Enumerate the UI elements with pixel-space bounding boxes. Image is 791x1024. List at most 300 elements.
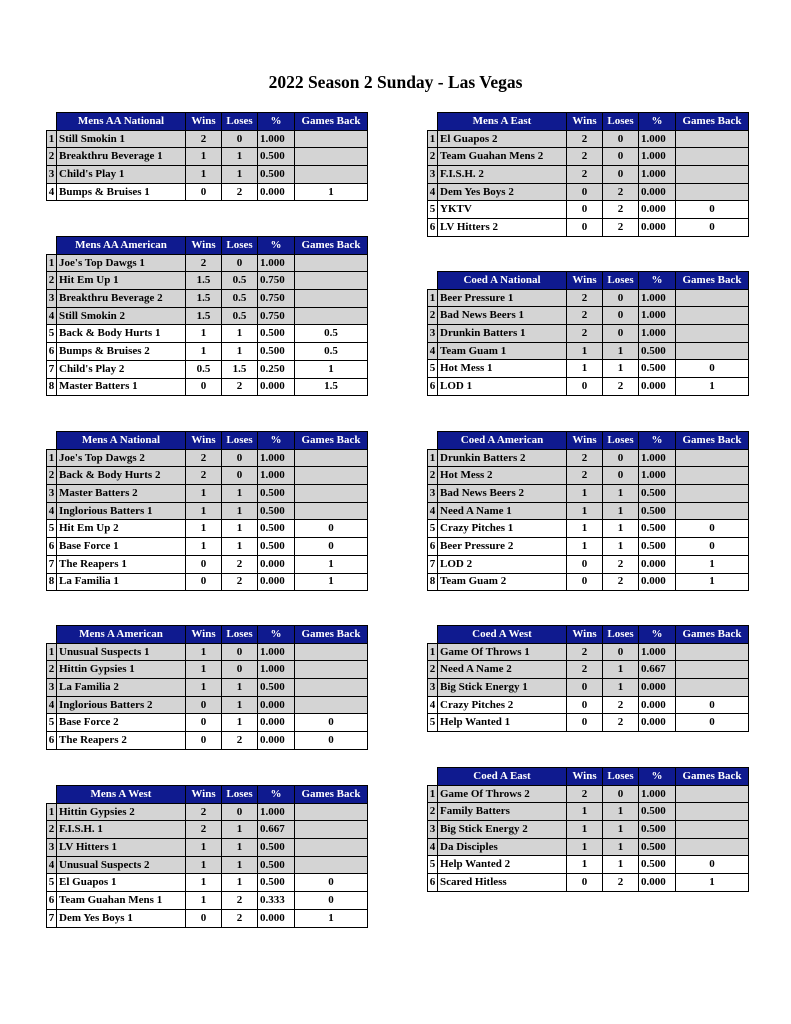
team-name: Back & Body Hurts 1 bbox=[57, 325, 186, 343]
rank-cell: 6 bbox=[428, 219, 438, 237]
wins-header: Wins bbox=[567, 113, 603, 131]
wins-cell: 1 bbox=[567, 821, 603, 839]
pct-cell: 0.500 bbox=[639, 342, 676, 360]
rank-cell: 5 bbox=[47, 325, 57, 343]
rank-cell: 7 bbox=[47, 555, 57, 573]
wins-cell: 0 bbox=[567, 874, 603, 892]
header-blank bbox=[47, 626, 57, 644]
wins-cell: 2 bbox=[186, 803, 222, 821]
games-back-cell: 0 bbox=[295, 874, 368, 892]
rank-cell: 3 bbox=[428, 821, 438, 839]
table-row bbox=[428, 130, 749, 148]
table-row bbox=[47, 573, 368, 591]
loses-cell: 2 bbox=[222, 573, 258, 591]
pct-header: % bbox=[639, 272, 676, 290]
team-name: Team Guam 1 bbox=[438, 342, 567, 360]
table-row bbox=[428, 679, 749, 697]
team-name: Bad News Beers 1 bbox=[438, 307, 567, 325]
wins-cell: 1 bbox=[567, 342, 603, 360]
pct-cell: 0.500 bbox=[639, 821, 676, 839]
games-back-cell: 1 bbox=[295, 573, 368, 591]
games-back-cell bbox=[676, 785, 749, 803]
games-back-header: Games Back bbox=[295, 113, 368, 131]
loses-cell: 0 bbox=[603, 785, 639, 803]
table-row bbox=[47, 166, 368, 184]
games-back-cell bbox=[295, 290, 368, 308]
loses-cell: 1 bbox=[603, 538, 639, 556]
table-row bbox=[47, 714, 368, 732]
team-name: Team Guahan Mens 2 bbox=[438, 148, 567, 166]
standings-table bbox=[46, 236, 368, 396]
loses-cell: 1 bbox=[603, 838, 639, 856]
team-name: Hittin Gypsies 2 bbox=[57, 803, 186, 821]
wins-cell: 1.5 bbox=[186, 272, 222, 290]
table-row bbox=[47, 467, 368, 485]
team-name: Dem Yes Boys 2 bbox=[438, 183, 567, 201]
table-row bbox=[428, 785, 749, 803]
pct-cell: 0.000 bbox=[639, 696, 676, 714]
rank-cell: 1 bbox=[47, 449, 57, 467]
wins-cell: 0 bbox=[186, 732, 222, 750]
loses-header: Loses bbox=[222, 786, 258, 804]
pct-cell: 1.000 bbox=[639, 325, 676, 343]
team-name: Beer Pressure 1 bbox=[438, 289, 567, 307]
wins-cell: 0 bbox=[567, 201, 603, 219]
games-back-cell bbox=[295, 856, 368, 874]
loses-cell: 1 bbox=[603, 360, 639, 378]
wins-header: Wins bbox=[186, 432, 222, 450]
loses-cell: 1 bbox=[222, 166, 258, 184]
team-name: Child's Play 2 bbox=[57, 360, 186, 378]
wins-cell: 2 bbox=[567, 289, 603, 307]
games-back-cell bbox=[295, 643, 368, 661]
wins-cell: 1 bbox=[186, 148, 222, 166]
games-back-cell: 1 bbox=[676, 573, 749, 591]
pct-header: % bbox=[258, 786, 295, 804]
loses-header: Loses bbox=[603, 626, 639, 644]
header-blank bbox=[428, 626, 438, 644]
pct-cell: 1.000 bbox=[258, 803, 295, 821]
games-back-cell bbox=[676, 342, 749, 360]
pct-cell: 0.000 bbox=[639, 679, 676, 697]
rank-cell: 6 bbox=[47, 892, 57, 910]
rank-cell: 3 bbox=[428, 325, 438, 343]
team-name: Game Of Throws 2 bbox=[438, 785, 567, 803]
loses-cell: 0.5 bbox=[222, 290, 258, 308]
table-row bbox=[47, 538, 368, 556]
games-back-cell: 0.5 bbox=[295, 325, 368, 343]
standings-table bbox=[427, 271, 749, 396]
pct-cell: 0.667 bbox=[258, 821, 295, 839]
wins-cell: 2 bbox=[186, 130, 222, 148]
wins-cell: 0 bbox=[567, 378, 603, 396]
wins-cell: 2 bbox=[567, 130, 603, 148]
loses-cell: 1 bbox=[222, 696, 258, 714]
loses-cell: 1 bbox=[222, 821, 258, 839]
pct-cell: 0.500 bbox=[639, 538, 676, 556]
pct-cell: 1.000 bbox=[639, 307, 676, 325]
pct-cell: 0.500 bbox=[258, 148, 295, 166]
loses-cell: 2 bbox=[603, 219, 639, 237]
wins-cell: 0 bbox=[186, 183, 222, 201]
pct-cell: 1.000 bbox=[639, 785, 676, 803]
loses-cell: 2 bbox=[603, 183, 639, 201]
pct-cell: 0.500 bbox=[639, 856, 676, 874]
rank-cell: 1 bbox=[428, 130, 438, 148]
table-row bbox=[47, 892, 368, 910]
loses-cell: 2 bbox=[603, 696, 639, 714]
games-back-cell: 1 bbox=[295, 555, 368, 573]
wins-header: Wins bbox=[567, 768, 603, 786]
loses-cell: 1 bbox=[222, 520, 258, 538]
wins-cell: 0 bbox=[567, 714, 603, 732]
loses-cell: 2 bbox=[603, 201, 639, 219]
table-row bbox=[428, 360, 749, 378]
games-back-cell bbox=[295, 130, 368, 148]
table-header bbox=[47, 626, 368, 644]
loses-header: Loses bbox=[603, 432, 639, 450]
pct-header: % bbox=[258, 626, 295, 644]
pct-cell: 1.000 bbox=[639, 289, 676, 307]
games-back-cell bbox=[676, 679, 749, 697]
standings-table bbox=[427, 431, 749, 591]
rank-cell: 7 bbox=[47, 909, 57, 927]
wins-header: Wins bbox=[567, 272, 603, 290]
team-name: Child's Play 1 bbox=[57, 166, 186, 184]
wins-header: Wins bbox=[186, 237, 222, 255]
games-back-cell: 0 bbox=[676, 219, 749, 237]
games-back-cell: 1 bbox=[676, 555, 749, 573]
games-back-cell: 1 bbox=[295, 360, 368, 378]
pct-cell: 1.000 bbox=[258, 467, 295, 485]
table-row bbox=[47, 148, 368, 166]
pct-header: % bbox=[258, 237, 295, 255]
pct-cell: 0.250 bbox=[258, 360, 295, 378]
loses-cell: 0 bbox=[222, 130, 258, 148]
loses-cell: 0 bbox=[603, 166, 639, 184]
team-name: La Familia 1 bbox=[57, 573, 186, 591]
wins-cell: 0 bbox=[186, 909, 222, 927]
table-row bbox=[428, 201, 749, 219]
pct-cell: 1.000 bbox=[258, 130, 295, 148]
header-blank bbox=[47, 786, 57, 804]
games-back-cell: 0 bbox=[295, 732, 368, 750]
games-back-cell: 1 bbox=[676, 874, 749, 892]
header-blank bbox=[47, 113, 57, 131]
wins-cell: 1 bbox=[186, 343, 222, 361]
rank-cell: 2 bbox=[428, 307, 438, 325]
rank-cell: 4 bbox=[47, 183, 57, 201]
loses-cell: 1 bbox=[603, 856, 639, 874]
rank-cell: 2 bbox=[428, 148, 438, 166]
table-header bbox=[47, 786, 368, 804]
games-back-cell: 0.5 bbox=[295, 343, 368, 361]
wins-cell: 0 bbox=[567, 219, 603, 237]
team-name: Beer Pressure 2 bbox=[438, 538, 567, 556]
loses-cell: 1 bbox=[222, 538, 258, 556]
rank-cell: 5 bbox=[47, 714, 57, 732]
pct-cell: 0.500 bbox=[258, 502, 295, 520]
wins-cell: 0 bbox=[567, 679, 603, 697]
table-header bbox=[428, 272, 749, 290]
table-row bbox=[428, 449, 749, 467]
rank-cell: 4 bbox=[428, 696, 438, 714]
loses-header: Loses bbox=[222, 113, 258, 131]
team-name: Back & Body Hurts 2 bbox=[57, 467, 186, 485]
games-back-cell: 0 bbox=[676, 714, 749, 732]
games-back-cell bbox=[676, 821, 749, 839]
games-back-cell: 0 bbox=[676, 201, 749, 219]
header-blank bbox=[428, 768, 438, 786]
rank-cell: 4 bbox=[428, 838, 438, 856]
pct-cell: 0.500 bbox=[639, 485, 676, 503]
rank-cell: 5 bbox=[428, 856, 438, 874]
games-back-cell: 0 bbox=[676, 538, 749, 556]
pct-cell: 0.000 bbox=[258, 573, 295, 591]
wins-cell: 1 bbox=[186, 166, 222, 184]
rank-cell: 5 bbox=[47, 874, 57, 892]
games-back-cell: 0 bbox=[295, 714, 368, 732]
wins-cell: 2 bbox=[186, 821, 222, 839]
games-back-cell bbox=[295, 803, 368, 821]
pct-cell: 1.000 bbox=[258, 449, 295, 467]
table-row bbox=[47, 307, 368, 325]
loses-cell: 1 bbox=[222, 325, 258, 343]
loses-cell: 1 bbox=[222, 856, 258, 874]
games-back-header: Games Back bbox=[295, 626, 368, 644]
table-row bbox=[428, 838, 749, 856]
wins-cell: 2 bbox=[567, 467, 603, 485]
pct-cell: 0.750 bbox=[258, 272, 295, 290]
games-back-cell bbox=[676, 803, 749, 821]
pct-cell: 0.000 bbox=[639, 219, 676, 237]
team-name: Scared Hitless bbox=[438, 874, 567, 892]
loses-cell: 1 bbox=[222, 343, 258, 361]
wins-cell: 1 bbox=[186, 856, 222, 874]
loses-cell: 2 bbox=[603, 573, 639, 591]
rank-cell: 6 bbox=[428, 378, 438, 396]
games-back-cell bbox=[676, 838, 749, 856]
games-back-header: Games Back bbox=[295, 432, 368, 450]
pct-cell: 0.500 bbox=[639, 838, 676, 856]
table-row bbox=[428, 219, 749, 237]
rank-cell: 3 bbox=[428, 679, 438, 697]
table-row bbox=[47, 661, 368, 679]
table-row bbox=[428, 661, 749, 679]
wins-cell: 1 bbox=[186, 485, 222, 503]
rank-cell: 4 bbox=[428, 342, 438, 360]
team-name: Family Batters bbox=[438, 803, 567, 821]
team-name: Team Guam 2 bbox=[438, 573, 567, 591]
rank-cell: 1 bbox=[47, 643, 57, 661]
team-name: The Reapers 2 bbox=[57, 732, 186, 750]
team-name: Still Smokin 2 bbox=[57, 307, 186, 325]
pct-cell: 1.000 bbox=[639, 148, 676, 166]
games-back-cell: 0 bbox=[295, 520, 368, 538]
pct-cell: 0.000 bbox=[639, 378, 676, 396]
rank-cell: 3 bbox=[428, 166, 438, 184]
team-name: Crazy Pitches 2 bbox=[438, 696, 567, 714]
table-header bbox=[428, 626, 749, 644]
table-row bbox=[47, 325, 368, 343]
loses-cell: 1 bbox=[222, 714, 258, 732]
wins-cell: 2 bbox=[567, 148, 603, 166]
loses-cell: 0 bbox=[603, 130, 639, 148]
team-name: Inglorious Batters 1 bbox=[57, 502, 186, 520]
pct-cell: 1.000 bbox=[258, 643, 295, 661]
wins-cell: 0.5 bbox=[186, 360, 222, 378]
rank-cell: 2 bbox=[428, 661, 438, 679]
wins-cell: 2 bbox=[567, 643, 603, 661]
wins-cell: 1 bbox=[567, 485, 603, 503]
rank-cell: 2 bbox=[47, 821, 57, 839]
games-back-header: Games Back bbox=[676, 432, 749, 450]
games-back-header: Games Back bbox=[676, 768, 749, 786]
pct-cell: 1.000 bbox=[639, 166, 676, 184]
wins-cell: 2 bbox=[186, 449, 222, 467]
team-name: Unusual Suspects 1 bbox=[57, 643, 186, 661]
games-back-cell bbox=[295, 148, 368, 166]
table-header bbox=[428, 768, 749, 786]
loses-cell: 1 bbox=[222, 679, 258, 697]
rank-cell: 8 bbox=[47, 378, 57, 396]
division-name: Mens A West bbox=[57, 786, 186, 804]
games-back-cell bbox=[295, 502, 368, 520]
team-name: Hit Em Up 2 bbox=[57, 520, 186, 538]
loses-header: Loses bbox=[222, 432, 258, 450]
team-name: El Guapos 1 bbox=[57, 874, 186, 892]
pct-cell: 0.000 bbox=[639, 555, 676, 573]
rank-cell: 4 bbox=[428, 502, 438, 520]
games-back-cell bbox=[676, 307, 749, 325]
wins-cell: 1 bbox=[186, 502, 222, 520]
loses-cell: 2 bbox=[222, 555, 258, 573]
table-row bbox=[47, 272, 368, 290]
pct-header: % bbox=[639, 113, 676, 131]
table-row bbox=[428, 555, 749, 573]
games-back-cell bbox=[676, 502, 749, 520]
loses-cell: 0 bbox=[603, 325, 639, 343]
standings-table bbox=[427, 112, 749, 237]
wins-cell: 1 bbox=[567, 803, 603, 821]
games-back-cell bbox=[295, 272, 368, 290]
games-back-cell: 0 bbox=[676, 360, 749, 378]
rank-cell: 2 bbox=[47, 467, 57, 485]
table-header bbox=[47, 113, 368, 131]
pct-cell: 0.500 bbox=[258, 679, 295, 697]
games-back-cell: 1.5 bbox=[295, 378, 368, 396]
rank-cell: 8 bbox=[428, 573, 438, 591]
games-back-cell: 0 bbox=[295, 892, 368, 910]
table-row bbox=[428, 166, 749, 184]
loses-cell: 2 bbox=[222, 732, 258, 750]
rank-cell: 1 bbox=[428, 785, 438, 803]
team-name: LV Hitters 2 bbox=[438, 219, 567, 237]
loses-header: Loses bbox=[603, 272, 639, 290]
rank-cell: 2 bbox=[47, 148, 57, 166]
pct-cell: 0.500 bbox=[258, 325, 295, 343]
loses-header: Loses bbox=[222, 626, 258, 644]
team-name: YKTV bbox=[438, 201, 567, 219]
table-row bbox=[47, 378, 368, 396]
team-name: Da Disciples bbox=[438, 838, 567, 856]
rank-cell: 3 bbox=[47, 839, 57, 857]
loses-cell: 1 bbox=[603, 821, 639, 839]
table-row bbox=[428, 289, 749, 307]
pct-header: % bbox=[258, 113, 295, 131]
wins-cell: 0 bbox=[567, 696, 603, 714]
loses-cell: 0.5 bbox=[222, 307, 258, 325]
wins-header: Wins bbox=[567, 626, 603, 644]
team-name: Master Batters 2 bbox=[57, 485, 186, 503]
rank-cell: 1 bbox=[47, 254, 57, 272]
pct-cell: 0.000 bbox=[258, 555, 295, 573]
loses-cell: 1 bbox=[603, 661, 639, 679]
wins-cell: 1 bbox=[567, 502, 603, 520]
pct-cell: 1.000 bbox=[639, 130, 676, 148]
header-blank bbox=[428, 432, 438, 450]
pct-cell: 1.000 bbox=[639, 449, 676, 467]
table-row bbox=[47, 839, 368, 857]
rank-cell: 1 bbox=[47, 803, 57, 821]
loses-cell: 0.5 bbox=[222, 272, 258, 290]
pct-header: % bbox=[639, 768, 676, 786]
team-name: Big Stick Energy 1 bbox=[438, 679, 567, 697]
table-row bbox=[428, 378, 749, 396]
standings-table bbox=[427, 767, 749, 892]
rank-cell: 8 bbox=[47, 573, 57, 591]
standings-table bbox=[46, 431, 368, 591]
games-back-cell: 0 bbox=[676, 696, 749, 714]
standings-table bbox=[427, 625, 749, 732]
team-name: Need A Name 1 bbox=[438, 502, 567, 520]
games-back-cell bbox=[295, 467, 368, 485]
wins-cell: 1 bbox=[567, 538, 603, 556]
pct-cell: 0.500 bbox=[639, 803, 676, 821]
table-row bbox=[47, 502, 368, 520]
team-name: Game Of Throws 1 bbox=[438, 643, 567, 661]
rank-cell: 6 bbox=[428, 538, 438, 556]
table-row bbox=[47, 449, 368, 467]
division-name: Mens A American bbox=[57, 626, 186, 644]
rank-cell: 6 bbox=[47, 538, 57, 556]
rank-cell: 4 bbox=[47, 502, 57, 520]
games-back-cell bbox=[676, 467, 749, 485]
loses-cell: 0 bbox=[603, 449, 639, 467]
rank-cell: 2 bbox=[47, 661, 57, 679]
wins-header: Wins bbox=[567, 432, 603, 450]
rank-cell: 7 bbox=[47, 360, 57, 378]
team-name: Hit Em Up 1 bbox=[57, 272, 186, 290]
loses-cell: 1 bbox=[603, 342, 639, 360]
games-back-header: Games Back bbox=[676, 272, 749, 290]
team-name: El Guapos 2 bbox=[438, 130, 567, 148]
rank-cell: 4 bbox=[47, 307, 57, 325]
pct-cell: 0.500 bbox=[258, 856, 295, 874]
wins-header: Wins bbox=[186, 786, 222, 804]
table-row bbox=[47, 520, 368, 538]
wins-cell: 1 bbox=[186, 679, 222, 697]
table-row bbox=[47, 909, 368, 927]
games-back-cell bbox=[295, 661, 368, 679]
table-row bbox=[428, 538, 749, 556]
table-header bbox=[428, 113, 749, 131]
rank-cell: 6 bbox=[47, 343, 57, 361]
header-blank bbox=[428, 272, 438, 290]
table-row bbox=[428, 467, 749, 485]
rank-cell: 2 bbox=[47, 272, 57, 290]
loses-cell: 1 bbox=[603, 485, 639, 503]
